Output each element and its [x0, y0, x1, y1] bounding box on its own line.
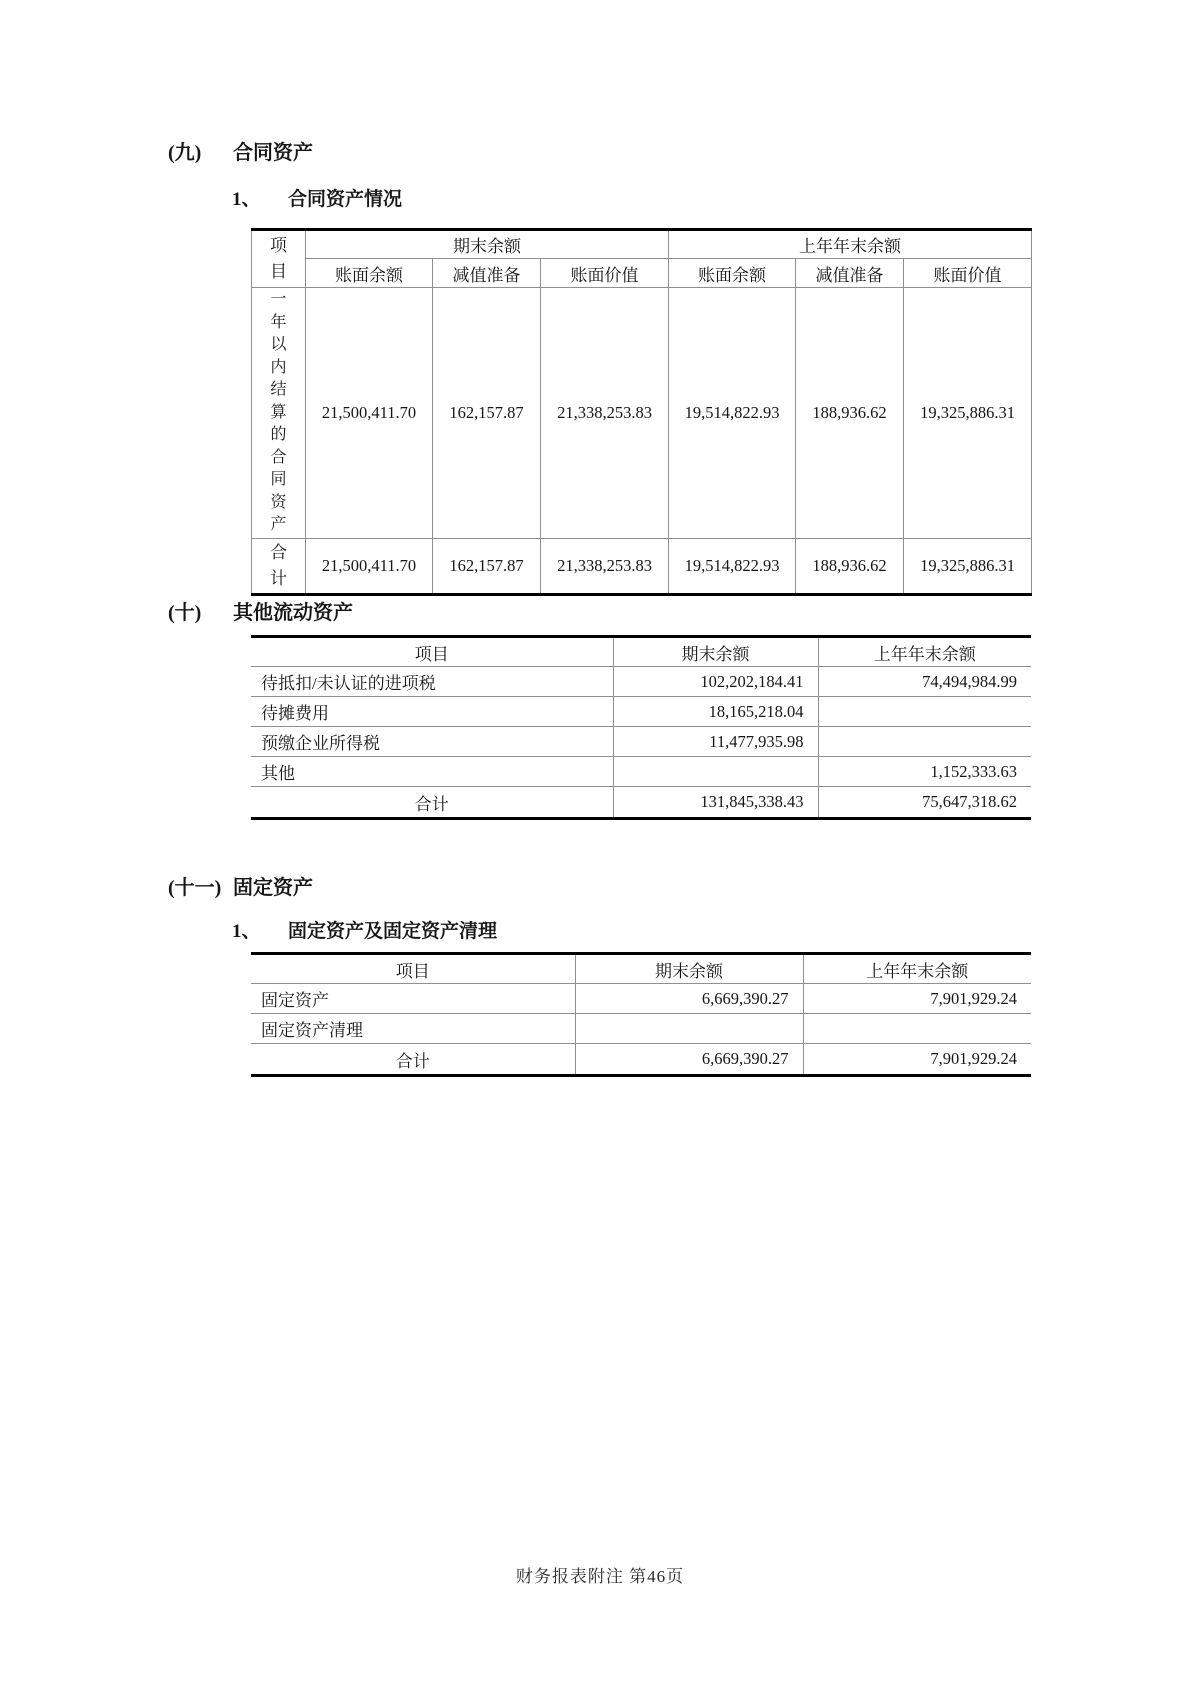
section-11-heading [168, 876, 313, 900]
amount-cell: 102,202,184.41 [613, 667, 818, 697]
amount-cell: 19,514,822.93 [669, 288, 796, 539]
total-row [251, 1044, 1031, 1076]
amount-cell: 162,157.87 [433, 288, 541, 539]
amount-cell: 21,500,411.70 [306, 288, 433, 539]
table-row [251, 984, 1031, 1014]
amount-cell: 74,494,984.99 [818, 667, 1031, 697]
table-row [251, 667, 1031, 697]
column-header: 减值准备 [433, 259, 541, 288]
total-label-cell: 合计 [251, 787, 613, 819]
column-header: 账面余额 [306, 259, 433, 288]
amount-cell: 188,936.62 [796, 288, 904, 539]
total-row [251, 787, 1031, 819]
amount-cell: 6,669,390.27 [575, 1044, 803, 1076]
section-10-number: (十) [168, 602, 202, 624]
table-row [251, 727, 1031, 757]
row-label-cell: 待抵扣/未认证的进项税 [251, 667, 613, 697]
amount-cell: 19,325,886.31 [904, 538, 1032, 595]
column-header: 账面价值 [904, 259, 1032, 288]
amount-cell: 1,152,333.63 [818, 757, 1031, 787]
row-label-cell: 预缴企业所得税 [251, 727, 613, 757]
contract-assets-table [251, 228, 1032, 596]
item-column-header: 项目 [251, 637, 613, 667]
section-10-title: 其他流动资产 [233, 602, 353, 624]
table-header-row [251, 954, 1031, 984]
total-row [252, 538, 1032, 595]
total-label-cell: 合计 [251, 1044, 575, 1076]
section-11-title: 固定资产 [233, 877, 313, 899]
section-9-heading [168, 141, 313, 165]
table-header-row [251, 637, 1031, 667]
amount-cell: 75,647,318.62 [922, 792, 1017, 811]
current-period-header: 期末余额 [575, 954, 803, 984]
amount-cell: 7,901,929.24 [803, 984, 1031, 1014]
amount-cell [575, 1014, 803, 1044]
row-label-cell: 待摊费用 [251, 697, 613, 727]
amount-cell: 11,477,935.98 [613, 727, 818, 757]
subheading-11-title: 固定资产及固定资产清理 [288, 921, 498, 942]
amount-cell: 18,165,218.04 [613, 697, 818, 727]
amount-cell [803, 1014, 1031, 1044]
amount-cell: 6,669,390.27 [575, 984, 803, 1014]
prior-year-header: 上年年末余额 [803, 954, 1031, 984]
current-period-group-header: 期末余额 [306, 230, 669, 259]
current-period-header: 期末余额 [613, 637, 818, 667]
row-label-cell: 固定资产 [251, 984, 575, 1014]
table-subheader-row [252, 259, 1032, 288]
amount-cell [818, 697, 1031, 727]
item-column-header: 项目 [252, 230, 306, 288]
prior-year-header: 上年年末余额 [818, 637, 1031, 667]
subheading-9-title: 合同资产情况 [288, 189, 403, 210]
fixed-assets-table [251, 952, 1031, 1077]
total-label-cell: 合计 [252, 538, 306, 595]
table-row [251, 697, 1031, 727]
item-column-header: 项目 [251, 954, 575, 984]
subheading-9-number: 1、 [232, 189, 261, 210]
table-row [251, 757, 1031, 787]
section-9-number: (九) [168, 142, 202, 164]
table-row [251, 1014, 1031, 1044]
column-header: 账面价值 [541, 259, 669, 288]
row-label-cell: 其他 [251, 757, 613, 787]
amount-cell: 19,325,886.31 [904, 288, 1032, 539]
section-10-heading [168, 601, 353, 625]
prior-year-group-header: 上年年末余额 [669, 230, 1032, 259]
amount-cell: 21,338,253.83 [541, 538, 669, 595]
amount-cell: 188,936.62 [796, 538, 904, 595]
row-label-cell: 固定资产清理 [251, 1014, 575, 1044]
amount-cell: 21,500,411.70 [306, 538, 433, 595]
page-footer: 财务报表附注 第46页 [515, 1567, 685, 1586]
section-9-subheading [232, 189, 402, 212]
subheading-11-number: 1、 [232, 921, 261, 942]
amount-cell: 21,338,253.83 [541, 288, 669, 539]
table-header-row [252, 230, 1032, 259]
amount-cell [613, 757, 818, 787]
section-11-number: (十一) [168, 877, 222, 899]
amount-cell: 7,901,929.24 [930, 1049, 1017, 1068]
table-row [252, 288, 1032, 539]
section-11-subheading [232, 921, 497, 944]
row-label-cell: 一年以内结算的合同资产 [252, 288, 306, 539]
amount-cell: 19,514,822.93 [669, 538, 796, 595]
other-current-assets-table [251, 635, 1031, 820]
amount-cell: 131,845,338.43 [613, 787, 818, 819]
amount-cell: 162,157.87 [433, 538, 541, 595]
section-9-title: 合同资产 [233, 142, 313, 164]
column-header: 减值准备 [796, 259, 904, 288]
amount-cell [818, 727, 1031, 757]
column-header: 账面余额 [669, 259, 796, 288]
